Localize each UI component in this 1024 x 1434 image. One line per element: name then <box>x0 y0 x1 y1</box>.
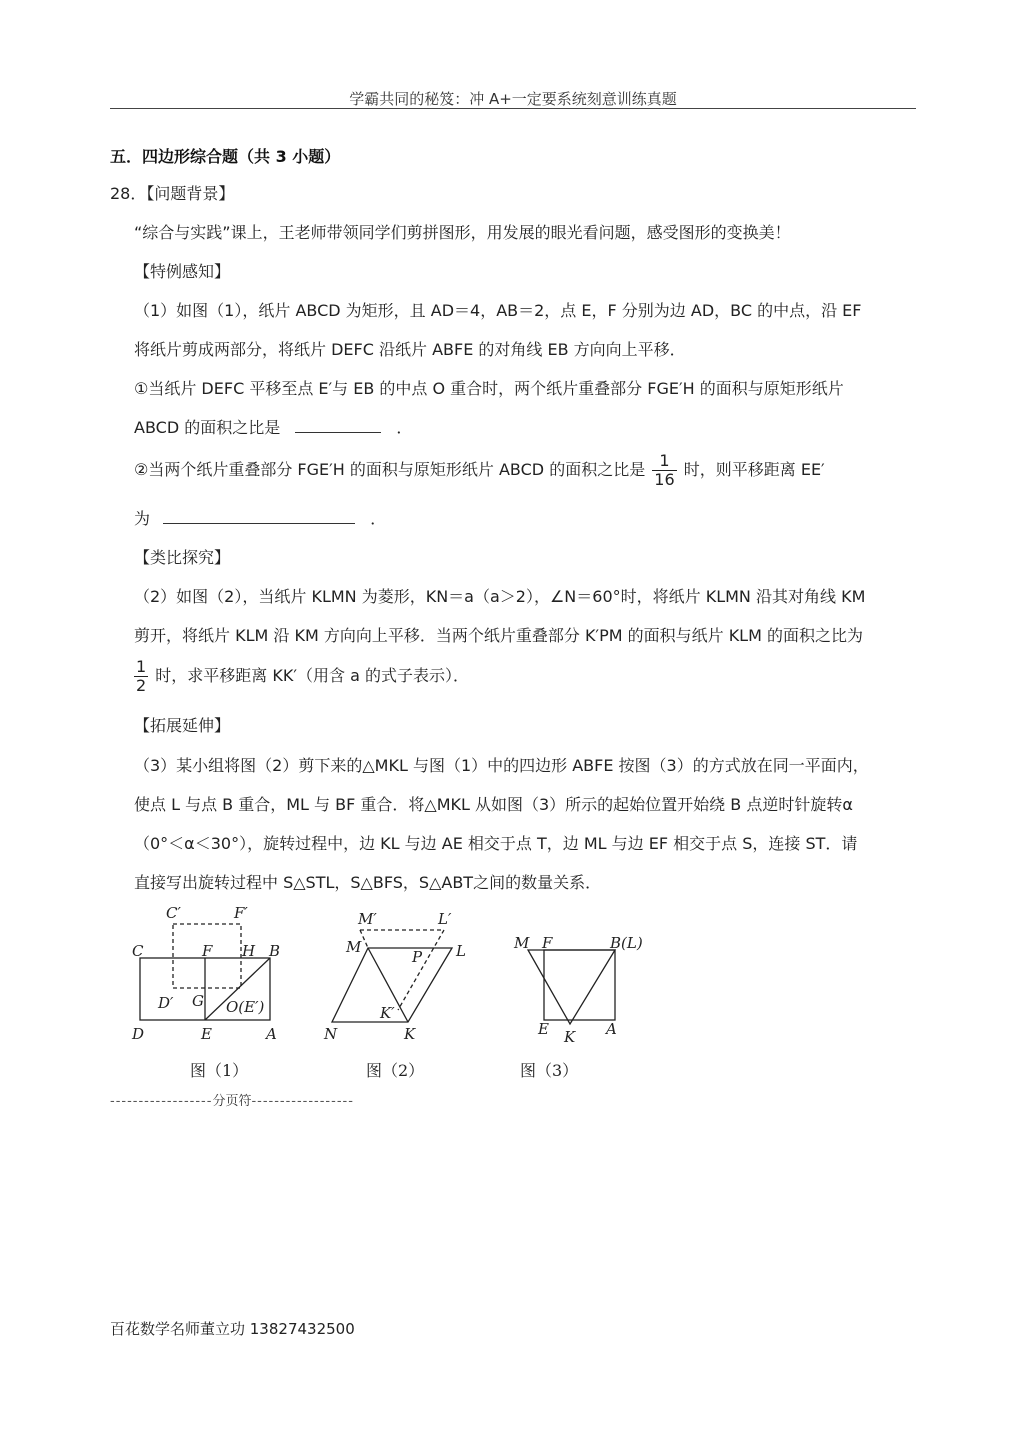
label-m: M <box>346 938 362 956</box>
q2-line1 <box>134 452 825 489</box>
q1-end: ． <box>396 418 413 437</box>
figure-1-caption: 图（1） <box>190 1061 249 1080</box>
label-a: A <box>266 1025 277 1043</box>
answer-blank-2[interactable] <box>163 509 355 524</box>
q2-suffix: 时，则平移距离 EE′ <box>683 460 825 479</box>
label-k: K <box>404 1025 416 1043</box>
fraction-1-2 <box>134 658 148 695</box>
answer-blank-1[interactable] <box>295 418 381 433</box>
section-title: 五．四边形综合题（共 3 小题） <box>110 147 341 166</box>
question-intro: “综合与实践”课上，王老师带领同学们剪拼图形，用发展的眼光看问题，感受图形的变换美！ <box>134 223 791 242</box>
label-m: M <box>514 934 530 952</box>
part1-line2: 将纸片剪成两部分，将纸片 DEFC 沿纸片 ABFE 的对角线 EB 方向向上平移． <box>134 340 686 359</box>
translated-triangle <box>360 930 444 1010</box>
question-number: 28．【问题背景】 <box>110 184 235 203</box>
label-f: F <box>542 934 553 952</box>
figure-3-caption: 图（3） <box>520 1061 579 1080</box>
label-o: O(E′) <box>226 998 265 1016</box>
label-p: P <box>412 948 423 966</box>
fraction-denominator: 16 <box>654 470 675 489</box>
part3-line3: （0°＜α＜30°），旋转过程中，边 KL 与边 AE 相交于点 T，边 ML 与边 EF 相交于点 S，连接 ST．请 <box>134 834 858 853</box>
label-c-prime: C′ <box>166 904 181 922</box>
q1-line2 <box>134 418 412 438</box>
part2-line3 <box>134 658 469 695</box>
label-e: E <box>538 1020 549 1038</box>
label-n: N <box>324 1025 338 1043</box>
part3-line1: （3）某小组将图（2）剪下来的△MKL 与图（1）中的四边形 ABFE 按图（3）的方式放在同一平面内， <box>134 756 869 775</box>
label-g: G <box>192 992 204 1010</box>
q1-line2-text: ABCD 的面积之比是 <box>134 418 281 437</box>
label-a: A <box>606 1020 617 1038</box>
triangle-mkl <box>528 950 615 1024</box>
label-c: C <box>132 942 144 960</box>
figure-2-caption: 图（2） <box>366 1061 425 1080</box>
label-d-prime: D′ <box>158 994 174 1012</box>
label-f: F <box>202 942 213 960</box>
label-m-prime: M′ <box>358 910 377 928</box>
q2-line2 <box>134 509 386 529</box>
label-l-prime: L′ <box>438 910 452 928</box>
part3-heading: 【拓展延伸】 <box>134 716 231 735</box>
page-break-label: 分页符 <box>212 1094 252 1109</box>
label-b-l: B(L) <box>610 934 643 952</box>
label-e: E <box>201 1025 212 1043</box>
label-f-prime: F′ <box>234 904 248 922</box>
part1-heading: 【特例感知】 <box>134 262 231 281</box>
fraction-numerator: 1 <box>136 657 147 676</box>
fraction-denominator: 2 <box>136 676 147 695</box>
label-k-prime: K′ <box>380 1004 395 1022</box>
header-divider <box>110 108 916 109</box>
part3-line2: 使点 L 与点 B 重合，ML 与 BF 重合．将△MKL 从如图（3）所示的起始位置开始绕 B 点逆时针旋转α <box>134 795 853 814</box>
page-break: ------------------分页符------------------ <box>110 1094 354 1109</box>
label-l: L <box>456 942 466 960</box>
part2-line2: 剪开，将纸片 KLM 沿 KM 方向向上平移．当两个纸片重叠部分 K′PM 的面积与纸片 KLM 的面积之比为 <box>134 626 863 645</box>
page-footer: 百花数学名师董立功 13827432500 <box>110 1320 355 1338</box>
q2-prefix: ②当两个纸片重叠部分 FGE′H 的面积与原矩形纸片 ABCD 的面积之比是 <box>134 460 646 479</box>
fraction-1-16 <box>652 452 676 489</box>
label-k: K <box>564 1028 576 1046</box>
part2-heading: 【类比探究】 <box>134 548 231 567</box>
part1-line1: （1）如图（1），纸片 ABCD 为矩形，且 AD＝4，AB＝2，点 E，F 分别为边 AD，BC 的中点，沿 EF <box>134 301 862 320</box>
fraction-numerator: 1 <box>652 452 676 471</box>
page-header: 学霸共同的秘笈：冲 A+一定要系统刻意训练真题 <box>349 90 677 108</box>
q1-line1: ①当纸片 DEFC 平移至点 E′与 EB 的中点 O 重合时，两个纸片重叠部分 FGE′H 的面积与原矩形纸片 <box>134 379 844 398</box>
part3-line4: 直接写出旋转过程中 S△STL，S△BFS，S△ABT之间的数量关系． <box>134 873 602 892</box>
q2-end: ． <box>370 509 387 528</box>
part2-line3-text: 时，求平移距离 KK′（用含 a 的式子表示）． <box>155 666 469 685</box>
label-b: B <box>269 942 281 960</box>
part2-line1: （2）如图（2），当纸片 KLMN 为菱形，KN＝a（a＞2），∠N＝60°时，将纸片 KLMN 沿其对角线 KM <box>134 587 866 606</box>
label-d: D <box>132 1025 145 1043</box>
label-h: H <box>242 942 256 960</box>
q2-line2-text: 为 <box>134 509 151 528</box>
